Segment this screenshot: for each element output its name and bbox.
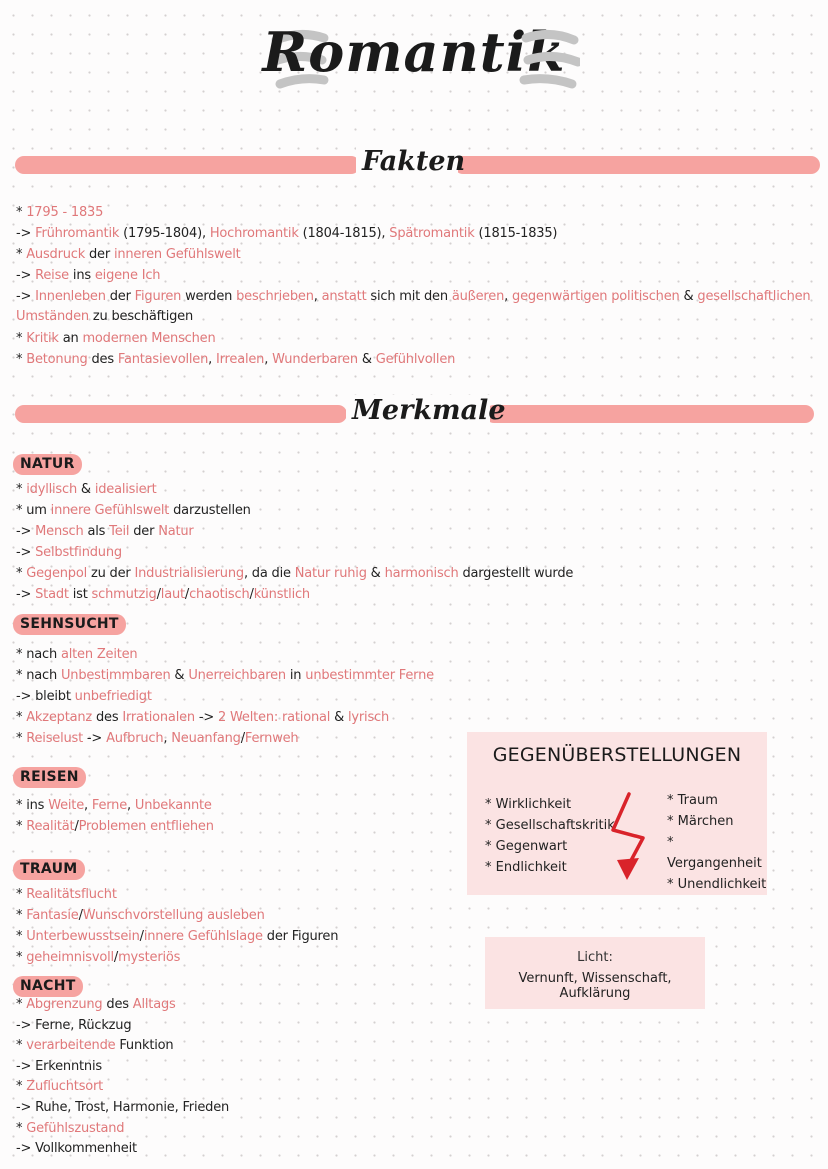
highlighted-text: Unterbewusstsein [26, 929, 140, 944]
merkmale-band-right [485, 405, 814, 423]
highlighted-text: innere Gefühlslage [143, 929, 263, 944]
highlighted-text: Stadt [35, 587, 69, 602]
plain-text: -> Ferne, Rückzug [16, 1018, 132, 1033]
plain-text: * [16, 1079, 27, 1094]
highlighted-text: verarbeitende [26, 1038, 116, 1053]
plain-text: (1795-1804), [119, 226, 210, 241]
plain-text: * [16, 352, 27, 367]
highlighted-text: Natur ruhig [294, 566, 367, 581]
highlighted-text: Fernweh [244, 731, 299, 746]
highlighted-text: alten Zeiten [60, 647, 138, 662]
page-title: Romantik [262, 20, 566, 84]
plain-text: / [74, 819, 79, 834]
plain-text: -> Erkenntnis [16, 1059, 102, 1074]
plain-text: * [16, 566, 27, 581]
highlighted-text: Alltags [132, 997, 176, 1012]
sehnsucht-line [16, 645, 137, 665]
highlighted-text: beschrieben [236, 289, 314, 304]
list-item: * Gegenwart [485, 839, 568, 854]
highlighted-text: laut [160, 587, 185, 602]
highlighted-text: Unbekannte [134, 798, 212, 813]
highlighted-text: Hochromantik [209, 226, 299, 241]
plain-text: , [264, 352, 273, 367]
licht-box [485, 937, 705, 1009]
plain-text: -> [16, 226, 36, 241]
plain-text: werden [181, 289, 237, 304]
highlighted-text: Kritik [26, 331, 59, 346]
plain-text: / [184, 587, 190, 602]
nacht-line [16, 1077, 103, 1097]
natur-line [16, 564, 573, 584]
nacht-line [16, 995, 176, 1015]
plain-text: dargestellt wurde [458, 566, 574, 581]
fakten-band-right [454, 156, 820, 174]
highlighted-text: Ferne [91, 798, 128, 813]
section-heading-fakten: Fakten [356, 146, 458, 177]
tag-traum: TRAUM [13, 859, 85, 880]
highlighted-text: geheimnisvoll [26, 950, 114, 965]
highlighted-text: Figuren [134, 289, 182, 304]
plain-text: der [129, 524, 159, 539]
highlighted-text: schmutzig [91, 587, 157, 602]
plain-text: -> Ruhe, Trost, Harmonie, Frieden [16, 1100, 230, 1115]
traum-line [16, 906, 265, 926]
plain-text: zu beschäftigen [88, 309, 194, 324]
highlighted-text: gesellschaftlichen Umständen [16, 289, 811, 324]
highlighted-text: Gegenpol [26, 566, 88, 581]
natur-line [16, 543, 122, 563]
highlighted-text: äußeren [451, 289, 505, 304]
highlighted-text: Problemen entfliehen [78, 819, 214, 834]
plain-text: Funktion [115, 1038, 174, 1053]
plain-text: * [16, 205, 27, 220]
natur-line [16, 522, 194, 542]
fakten-line [16, 203, 103, 223]
plain-text: / [156, 587, 161, 602]
gegenueber-left-list [485, 794, 615, 878]
list-item: * Endlichkeit [485, 860, 567, 875]
plain-text: * nach [16, 668, 61, 683]
lightning-bolt-icon [605, 790, 657, 882]
highlighted-text: Gefühlszustand [26, 1121, 125, 1136]
tag-reisen: REISEN [13, 767, 86, 788]
plain-text: & [366, 566, 385, 581]
plain-text: * [16, 997, 27, 1012]
plain-text: & [679, 289, 698, 304]
plain-text: in [285, 668, 306, 683]
list-item: * Wirklichkeit [485, 797, 572, 812]
highlighted-text: Ausdruck [26, 247, 86, 262]
highlighted-text: Wunderbaren [272, 352, 358, 367]
plain-text: der Figuren [262, 929, 339, 944]
sehnsucht-line [16, 666, 434, 686]
highlighted-text: Reise [35, 268, 69, 283]
highlighted-text: unbestimmter Ferne [305, 668, 434, 683]
natur-line [16, 480, 157, 500]
plain-text: * nach [16, 647, 61, 662]
plain-text: * [16, 731, 27, 746]
merkmale-band-left [15, 405, 347, 423]
highlighted-text: inneren Gefühlswelt [113, 247, 241, 262]
highlighted-text: Natur [158, 524, 194, 539]
reisen-line [16, 817, 214, 837]
traum-line [16, 948, 180, 968]
plain-text: / [249, 587, 254, 602]
plain-text: , da die [243, 566, 295, 581]
highlighted-text: gegenwärtigen politischen [512, 289, 680, 304]
fakten-line [16, 350, 455, 370]
list-item: * Vergangenheit [667, 835, 762, 871]
plain-text: -> Vollkommenheit [16, 1141, 137, 1156]
highlighted-text: unbefriedigt [74, 689, 152, 704]
plain-text: , [163, 731, 172, 746]
highlighted-text: Selbstfindung [35, 545, 122, 560]
plain-text: / [139, 929, 144, 944]
highlighted-text: mysteriös [118, 950, 181, 965]
highlighted-text: Wunschvorstellung ausleben [82, 908, 265, 923]
plain-text: (1804-1815), [298, 226, 390, 241]
nacht-line [16, 1119, 124, 1139]
fakten-line [16, 266, 160, 286]
plain-text: * [16, 1121, 27, 1136]
fakten-line [16, 287, 812, 327]
plain-text: -> [16, 587, 36, 602]
plain-text: & [357, 352, 376, 367]
highlighted-text: Zufluchtsort [26, 1079, 104, 1094]
nacht-line [16, 1057, 102, 1077]
highlighted-text: Gefühlvollen [375, 352, 456, 367]
highlighted-text: idyllisch [26, 482, 77, 497]
plain-text: -> [16, 268, 36, 283]
list-item: * Unendlichkeit [667, 877, 767, 892]
plain-text: , [127, 798, 135, 813]
highlighted-text: chaotisch [189, 587, 250, 602]
plain-text: zu der [87, 566, 135, 581]
plain-text: als [83, 524, 110, 539]
plain-text: des [92, 710, 123, 725]
plain-text: * [16, 887, 27, 902]
section-heading-merkmale: Merkmale [346, 395, 490, 426]
traum-line [16, 927, 338, 947]
plain-text: der [85, 247, 114, 262]
plain-text: -> [16, 524, 36, 539]
plain-text: * [16, 1038, 27, 1053]
plain-text: des [102, 997, 133, 1012]
plain-text: , [208, 352, 216, 367]
plain-text: -> [16, 545, 36, 560]
highlighted-text: Akzeptanz [26, 710, 93, 725]
highlighted-text: modernen Menschen [82, 331, 216, 346]
highlighted-text: 2 Welten: rational [218, 710, 331, 725]
licht-title: Licht: [577, 950, 613, 965]
highlighted-text: Frühromantik [35, 226, 120, 241]
plain-text: ist [68, 587, 92, 602]
plain-text: & [170, 668, 189, 683]
plain-text: * [16, 331, 27, 346]
natur-line [16, 501, 251, 521]
gegenueber-right-list [667, 790, 767, 895]
plain-text: * ins [16, 798, 49, 813]
highlighted-text: harmonisch [384, 566, 459, 581]
nacht-line [16, 1016, 131, 1036]
gegenueberstellungen-box [467, 732, 767, 895]
plain-text: (1815-1835) [474, 226, 558, 241]
nacht-line [16, 1098, 229, 1118]
tag-sehnsucht: SEHNSUCHT [13, 614, 126, 635]
highlighted-text: Reiselust [26, 731, 83, 746]
highlighted-text: Aufbruch [106, 731, 164, 746]
plain-text: , [504, 289, 513, 304]
plain-text: / [240, 731, 245, 746]
highlighted-text: Fantasievollen [117, 352, 209, 367]
highlighted-text: Teil [109, 524, 130, 539]
highlighted-text: künstlich [253, 587, 310, 602]
highlighted-text: Innenleben [35, 289, 106, 304]
natur-line [16, 585, 310, 605]
plain-text: * [16, 929, 27, 944]
highlighted-text: idealisiert [94, 482, 157, 497]
highlighted-text: Realitätsflucht [26, 887, 117, 902]
highlighted-text: Industrialisierung [134, 566, 244, 581]
gegenueberstellungen-title: GEGENÜBERSTELLUNGEN [492, 744, 742, 766]
nacht-line [16, 1139, 137, 1159]
reisen-line [16, 796, 212, 816]
highlighted-text: Mensch [35, 524, 84, 539]
plain-text: des [87, 352, 118, 367]
plain-text: * um [16, 503, 51, 518]
highlighted-text: innere Gefühlswelt [50, 503, 170, 518]
plain-text: / [78, 908, 83, 923]
title-area [0, 12, 828, 92]
plain-text: * [16, 819, 27, 834]
licht-text: Vernunft, Wissenschaft, Aufklärung [518, 971, 672, 1001]
nacht-line [16, 1036, 173, 1056]
plain-text: / [113, 950, 119, 965]
highlighted-text: Fantasie [26, 908, 79, 923]
fakten-band-left [15, 156, 360, 174]
highlighted-text: Unerreichbaren [188, 668, 286, 683]
list-item: * Gesellschaftskritik [485, 818, 615, 833]
plain-text: * [16, 908, 27, 923]
highlighted-text: Realität [26, 819, 75, 834]
highlighted-text: Weite [48, 798, 85, 813]
sehnsucht-line [16, 729, 298, 749]
plain-text: -> bleibt [16, 689, 75, 704]
plain-text: , [84, 798, 92, 813]
sehnsucht-line [16, 687, 152, 707]
highlighted-text: Unbestimmbaren [60, 668, 171, 683]
highlighted-text: Abgrenzung [26, 997, 103, 1012]
sehnsucht-line [16, 708, 389, 728]
plain-text: der [105, 289, 135, 304]
plain-text: & [77, 482, 95, 497]
traum-line [16, 885, 117, 905]
highlighted-text: Spätromantik [389, 226, 475, 241]
plain-text: sich mit den [366, 289, 452, 304]
plain-text: & [330, 710, 348, 725]
fakten-line [16, 245, 241, 265]
list-item: * Traum [667, 793, 718, 808]
swoosh-right-icon [516, 22, 580, 92]
highlighted-text: Irrealen [216, 352, 265, 367]
highlighted-text: 1795 - 1835 [26, 205, 104, 220]
plain-text: ins [68, 268, 95, 283]
highlighted-text: eigene Ich [94, 268, 161, 283]
plain-text: * [16, 950, 27, 965]
tag-nacht: NACHT [13, 976, 83, 997]
list-item: * Märchen [667, 814, 734, 829]
highlighted-text: Neuanfang [171, 731, 241, 746]
plain-text: -> [83, 731, 107, 746]
highlighted-text: Irrationalen [122, 710, 195, 725]
tag-natur: NATUR [13, 454, 82, 475]
plain-text: * [16, 710, 27, 725]
highlighted-text: Betonung [26, 352, 88, 367]
plain-text: * [16, 247, 27, 262]
plain-text: an [58, 331, 83, 346]
fakten-line [16, 224, 557, 244]
highlighted-text: lyrisch [347, 710, 390, 725]
plain-text: -> [194, 710, 219, 725]
fakten-line [16, 329, 215, 349]
highlighted-text: anstatt [321, 289, 367, 304]
plain-text: darzustellen [169, 503, 251, 518]
plain-text: * [16, 482, 27, 497]
plain-text: , [313, 289, 322, 304]
plain-text: -> [16, 289, 36, 304]
